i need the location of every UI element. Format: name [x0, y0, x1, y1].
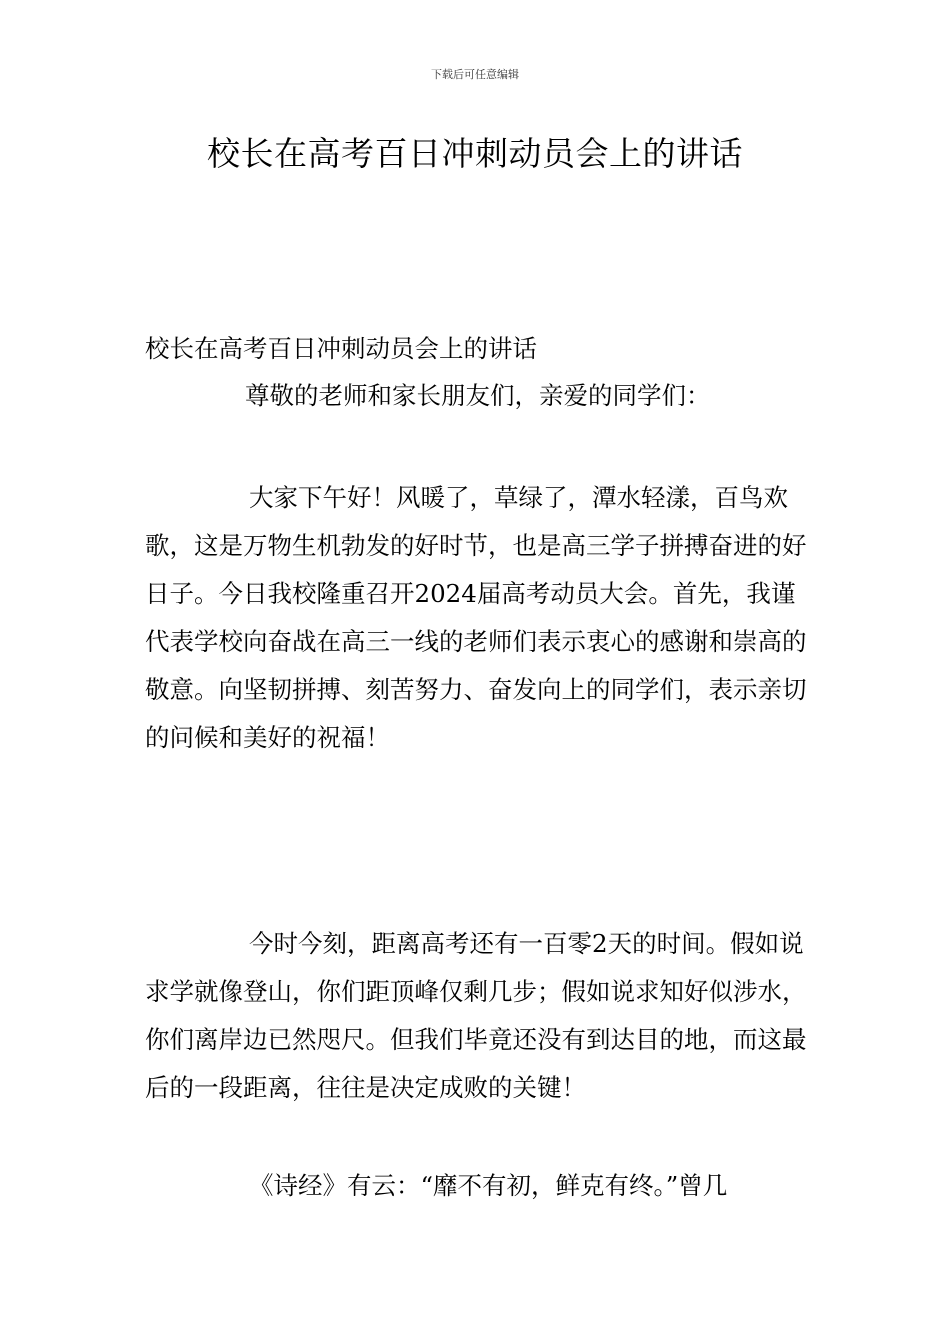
speech-subtitle: 校长在高考百日冲刺动员会上的讲话	[145, 334, 537, 363]
paragraph-2: 今时今刻，距离高考还有一百零2天的时间。假如说求学就像登山，你们距顶峰仅剩几步；假如说求知好似涉水，你们离岸边已然咫尺。但我们毕竟还没有到达目的地，而这最后的一段距离，往往是决定成败的关键！	[145, 929, 807, 1102]
header-note: 下载后可任意编辑	[431, 68, 519, 81]
paragraph-3: 《诗经》有云：“靡不有初，鲜克有终。”曾几	[249, 1171, 728, 1200]
speech-greeting: 尊敬的老师和家长朋友们，亲爱的同学们：	[245, 381, 711, 410]
paragraph-1: 大家下午好！风暖了，草绿了，潭水轻漾，百鸟欢歌，这是万物生机勃发的好时节，也是高三学子拼搏奋进的好日子。今日我校隆重召开2024届高考动员大会。首先，我谨代表学校向奋战在高三一线的老师们表示衷心的感谢和崇高的敬意。向坚韧拼搏、刻苦努力、奋发向上的同学们，表示亲切的问候和美好的祝福！	[145, 483, 807, 752]
document-title: 校长在高考百日冲刺动员会上的讲话	[207, 134, 743, 173]
